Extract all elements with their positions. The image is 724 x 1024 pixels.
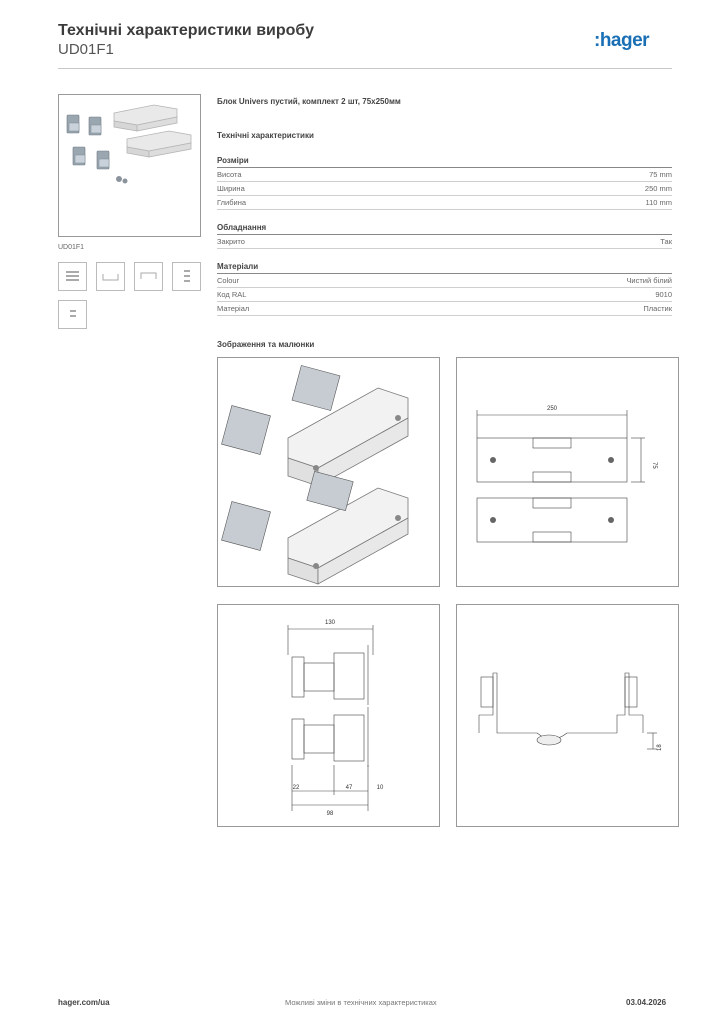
equipment-group (217, 223, 672, 249)
thumbnail-3-image (135, 263, 162, 290)
spec-row (217, 196, 672, 210)
section-view-svg (457, 605, 678, 826)
dim-top-label: 130 (324, 620, 336, 626)
materials-heading: Матеріали (217, 262, 672, 274)
dim-height-label: 75 (651, 462, 657, 469)
thumbnail-2[interactable] (96, 262, 125, 291)
dim-width-label: 250 (546, 406, 558, 412)
product-render-image[interactable] (217, 357, 440, 587)
dimensions-heading: Розміри (217, 156, 672, 168)
side-view-svg (218, 605, 439, 826)
footer-date: 03.04.2026 (626, 998, 667, 1007)
section-view-drawing[interactable] (456, 604, 679, 827)
spec-value: 75 mm (649, 170, 672, 179)
product-code: UD01F1 (58, 41, 114, 58)
spec-label: Матеріал (217, 304, 250, 313)
product-name: Блок Univers пустий, комплект 2 шт, 75x250мм (217, 97, 401, 106)
dim-total-label: 98 (326, 811, 334, 817)
product-render-drawing (218, 358, 439, 586)
hager-logo[interactable]: :hager (594, 30, 650, 51)
thumbnail-3[interactable] (134, 262, 163, 291)
spec-value: 250 mm (644, 184, 672, 193)
spec-row (217, 288, 672, 302)
spec-value: Чистий білий (626, 276, 672, 285)
thumbnail-2-image (97, 263, 124, 290)
images-heading: Зображення та малюнки (217, 340, 315, 349)
product-photo[interactable] (58, 94, 201, 237)
dimensions-group (217, 156, 672, 210)
thumbnail-5[interactable] (58, 300, 87, 329)
logo-text: hager (599, 30, 650, 51)
spec-value: 9010 (655, 290, 672, 299)
spec-row (217, 168, 672, 182)
spec-label: Colour (217, 276, 240, 285)
product-photo-image (59, 95, 201, 237)
spec-row (217, 274, 672, 288)
equipment-heading: Обладнання (217, 223, 672, 235)
spec-label: Ширина (217, 184, 245, 193)
spec-label: Закрито (217, 237, 245, 246)
spec-row (217, 302, 672, 316)
spec-label: Висота (217, 170, 242, 179)
front-view-drawing[interactable] (456, 357, 679, 587)
thumbnail-4[interactable] (172, 262, 201, 291)
dim-a-label: 22 (292, 785, 300, 791)
spec-row (217, 182, 672, 196)
front-view-svg (457, 358, 678, 586)
thumbnail-5-image (59, 301, 86, 328)
header-divider (58, 68, 672, 69)
thumbnail-1[interactable] (58, 262, 87, 291)
thumbnail-1-image (59, 263, 86, 290)
spec-label: Код RAL (217, 290, 247, 299)
materials-group (217, 262, 672, 316)
thumbnail-4-image (173, 263, 200, 290)
spec-row (217, 235, 672, 249)
spec-value: 110 mm (645, 198, 672, 207)
photo-caption: UD01F1 (58, 244, 85, 251)
dim-b-label: 47 (345, 785, 353, 791)
tech-heading: Технічні характеристики (217, 131, 314, 140)
spec-value: Пластик (643, 304, 672, 313)
dim-c-label: 10 (376, 785, 384, 791)
dim-height-label: 18 (657, 744, 663, 751)
side-view-drawing[interactable] (217, 604, 440, 827)
spec-label: Глибина (217, 198, 247, 207)
spec-value: Так (660, 237, 672, 246)
footer-note: Можливі зміни в технічних характеристиках (285, 998, 437, 1007)
footer-site-link[interactable]: hager.com/ua (58, 998, 110, 1007)
page-title: Технічні характеристики виробу (58, 22, 314, 39)
